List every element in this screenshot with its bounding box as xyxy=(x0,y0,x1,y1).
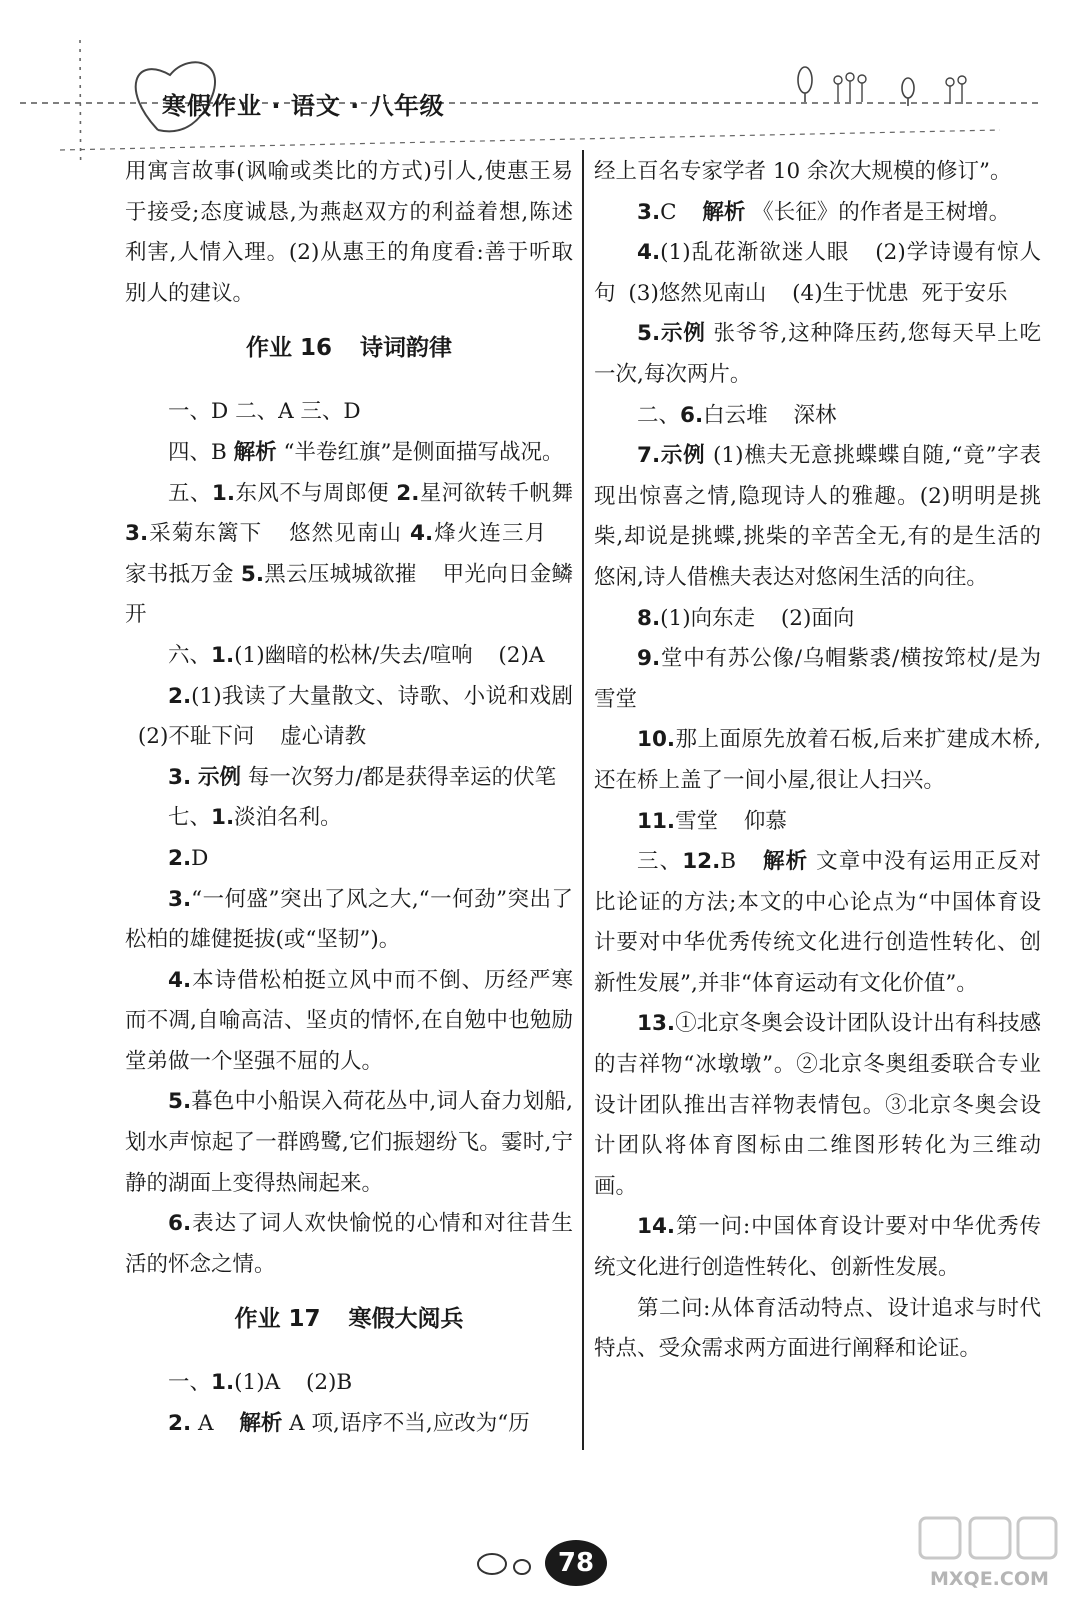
answer-line: 8.(1)向东走 (2)面向 xyxy=(637,605,855,631)
answer-line: 4.本诗借松柏挺立风中而不倒、历经严寒而不凋,自喻高洁、坚贞的情怀,在自勉中也勉励堂弟做一个坚强不屈的人。 xyxy=(125,967,573,1074)
answer-line: 5.暮色中小船误入荷花丛中,词人奋力划船,划水声惊起了一群鸥鹭,它们振翅纷飞。霎时,宁静的湖面上变得热闹起来。 xyxy=(125,1089,573,1196)
header-title: 寒假作业 · 语文 · 八年级 xyxy=(162,92,445,120)
page-number: 78 xyxy=(545,1540,607,1586)
answer-line: 14.第一问:中国体育设计要对中华优秀传统文化进行创造性转化、创新性发展。 xyxy=(594,1214,1041,1281)
right-column xyxy=(594,152,1041,1370)
answer-line: 13.①北京冬奥会设计团队设计出有科技感的吉祥物“冰墩墩”。②北京冬奥组委联合专业设计团队推出吉祥物表情包。③北京冬奥会设计团队将体育图标由二维图形转化为三维动画。 xyxy=(594,1011,1041,1199)
flower-icon xyxy=(834,73,966,104)
answer-line: 五、1.东风不与周郎便 2.星河欲转千帆舞 3.采菊东篱下 悠然见南山 4.烽火连三月家书抵万金 5.黑云压城城欲摧 甲光向日金鳞开 xyxy=(125,480,573,628)
answer-line: 二、6.白云堆 深林 xyxy=(637,402,837,428)
heading-number: 作业 16 xyxy=(245,335,332,362)
heading-number: 作业 17 xyxy=(234,1306,321,1333)
watermark-logo-icon xyxy=(900,1510,1060,1570)
heading-title: 诗词韵律 xyxy=(360,335,452,362)
paragraph: 用寓言故事(讽喻或类比的方式)引人,使惠王易于接受;态度诚恳,为燕赵双方的利益着想,陈述利害,人情入理。(2)从惠王的角度看:善于听取别人的建议。 xyxy=(125,159,573,306)
answer-line: 2.D xyxy=(168,845,209,871)
watermark-text: MXQE.COM xyxy=(930,1568,1049,1590)
answer-line: 七、1.淡泊名利。 xyxy=(168,805,342,831)
answer-line: 4.(1)乱花渐欲迷人眼 (2)学诗谩有惊人句 (3)悠然见南山 (4)生于忧患 死于安乐 xyxy=(594,240,1041,306)
answer-line: 3.“一何盛”突出了风之大,“一何劲”突出了松柏的雄健挺拔(或“坚韧”)。 xyxy=(125,886,573,953)
answer-line: 四、B 解析 “半卷红旗”是侧面描写战况。 xyxy=(168,439,564,465)
section-heading-17 xyxy=(125,1285,573,1363)
answer-line: 3.C 解析 《长征》的作者是王树增。 xyxy=(637,199,1011,225)
section-heading-16 xyxy=(125,314,573,392)
page-dots-decoration xyxy=(474,1550,544,1580)
answer-line: 11.雪堂 仰慕 xyxy=(637,808,787,834)
answer-line: 六、1.(1)幽暗的松林/失去/喧响 (2)A xyxy=(168,642,545,668)
answer-line: 三、12.B 解析 文章中没有运用正反对比论证的方法;本文的中心论点为“中国体育设计要对中华优秀传统文化进行创造性转化、创新性发展”,并非“体育运动有文化价值”。 xyxy=(594,849,1041,996)
answer-line: 5.示例 张爷爷,这种降压药,您每天早上吃一次,每次两片。 xyxy=(594,321,1041,387)
answer-line: 一、D 二、A 三、D xyxy=(168,399,361,425)
answer-line: 一、1.(1)A (2)B xyxy=(168,1370,353,1396)
heading-title: 寒假大阅兵 xyxy=(348,1306,464,1333)
tree-icon xyxy=(798,67,914,106)
left-column xyxy=(125,152,573,1445)
answer-line: 第二问:从体育活动特点、设计追求与时代特点、受众需求两方面进行阐释和论证。 xyxy=(594,1295,1041,1362)
answer-line: 2. A 解析 A 项,语序不当,应改为“历 xyxy=(168,1411,530,1437)
header-decoration xyxy=(0,0,1071,160)
column-divider xyxy=(582,150,584,1450)
answer-line: 2.(1)我读了大量散文、诗歌、小说和戏剧(2)不耻下问 虚心请教 xyxy=(137,683,573,750)
answer-line: 3. 示例 每一次努力/都是获得幸运的伏笔 xyxy=(168,764,557,790)
answer-line: 10.那上面原先放着石板,后来扩建成木桥,还在桥上盖了一间小屋,很让人扫兴。 xyxy=(594,727,1041,793)
answer-line: 经上百名专家学者 10 余次大规模的修订”。 xyxy=(594,159,1012,184)
answer-line: 7.示例 (1)樵夫无意挑蝶蝶自随,“竟”字表现出惊喜之情,隐现诗人的雅趣。(2)明明是挑柴,却说是挑蝶,挑柴的辛苦全无,有的是生活的悠闲,诗人借樵夫表达对悠闲生活的向往。 xyxy=(594,443,1041,590)
answer-line: 9.堂中有苏公像/乌帽紫裘/横按筇杖/是为雪堂 xyxy=(594,646,1041,712)
answer-line: 6.表达了词人欢快愉悦的心情和对往昔生活的怀念之情。 xyxy=(125,1211,573,1277)
page-header xyxy=(0,0,1071,160)
